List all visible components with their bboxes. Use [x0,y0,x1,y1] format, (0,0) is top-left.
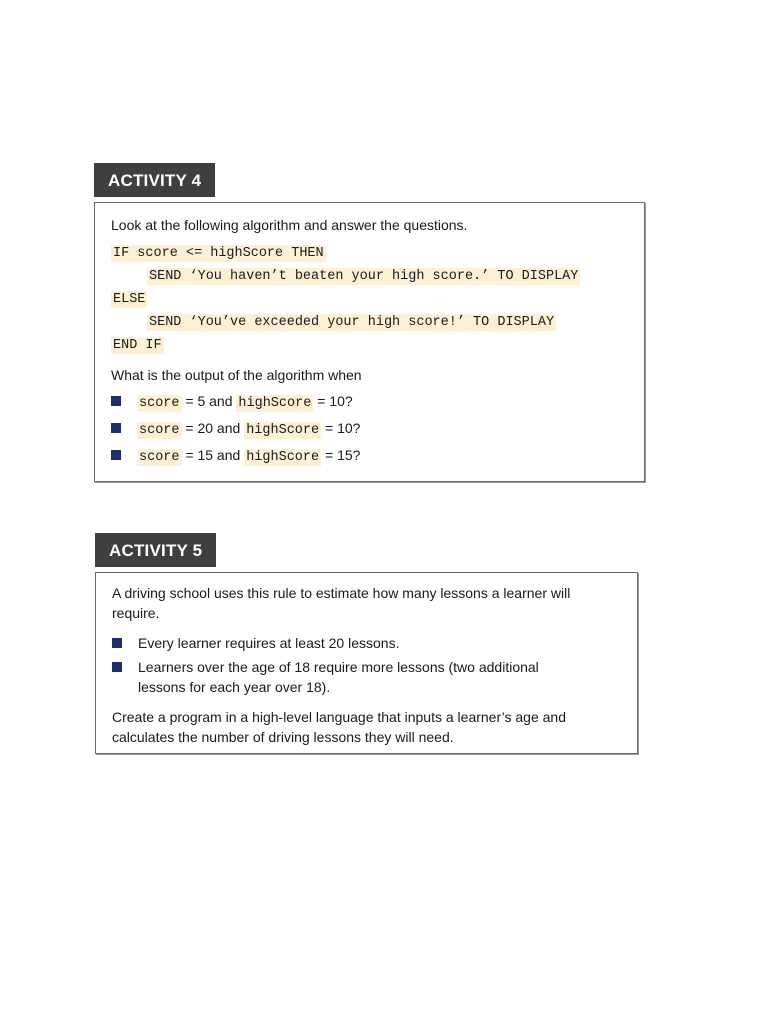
list-item [112,657,623,697]
rule-text: Every learner requires at least 20 lessons. [138,635,400,651]
variable-name: score [139,423,180,438]
activity-5-tab: ACTIVITY 5 [95,533,216,567]
code-line [111,266,630,288]
square-bullet-icon [112,638,122,648]
rule-text: Learners over the age of 18 require more lessons (two additional lessons for each year over 18). [138,659,539,695]
question-text: = 5 and [181,393,237,409]
question-text: = 20 and [181,420,245,436]
variable-name: score [139,450,180,465]
activity-5-closing: Create a program in a high-level language that inputs a learner’s age and calculates the number of driving lessons they will need. [112,709,567,745]
question-list [111,391,630,468]
list-item [111,445,630,468]
question-text: = 15 and [181,447,245,463]
question-text: = 10? [321,420,361,436]
list-item [111,418,630,441]
code-line-text: SEND ‘You’ve exceeded your high score!’ TO DISPLAY [149,315,555,330]
activity-5 [95,533,638,754]
activity-4 [94,163,645,482]
code-line-text: ELSE [113,292,146,307]
code-line [111,335,630,357]
square-bullet-icon [111,396,121,406]
variable-name: highScore [238,396,312,411]
code-line-text: SEND ‘You haven’t beaten your high score.’ TO DISPLAY [149,269,579,284]
activity-4-intro: Look at the following algorithm and answer the questions. [111,217,468,233]
code-line [111,289,630,311]
variable-name: highScore [246,450,320,465]
activity-4-tab: ACTIVITY 4 [94,163,215,197]
activity-5-intro: A driving school uses this rule to estimate how many lessons a learner will require. [112,585,571,621]
question-text: = 10? [313,393,353,409]
question-text: = 15? [321,447,361,463]
list-item [112,633,623,653]
list-item [111,391,630,414]
square-bullet-icon [111,450,121,460]
code-line [111,243,630,265]
variable-name: highScore [246,423,320,438]
code-line-text: IF score <= highScore THEN [113,246,324,261]
code-line-text: END IF [113,338,162,353]
square-bullet-icon [112,662,122,672]
square-bullet-icon [111,423,121,433]
rule-list [112,633,623,697]
variable-name: score [139,396,180,411]
activity-4-box [94,202,645,482]
code-line [111,312,630,334]
question-lead: What is the output of the algorithm when [111,367,362,383]
activity-5-box [95,572,638,754]
algorithm-code [111,243,630,357]
